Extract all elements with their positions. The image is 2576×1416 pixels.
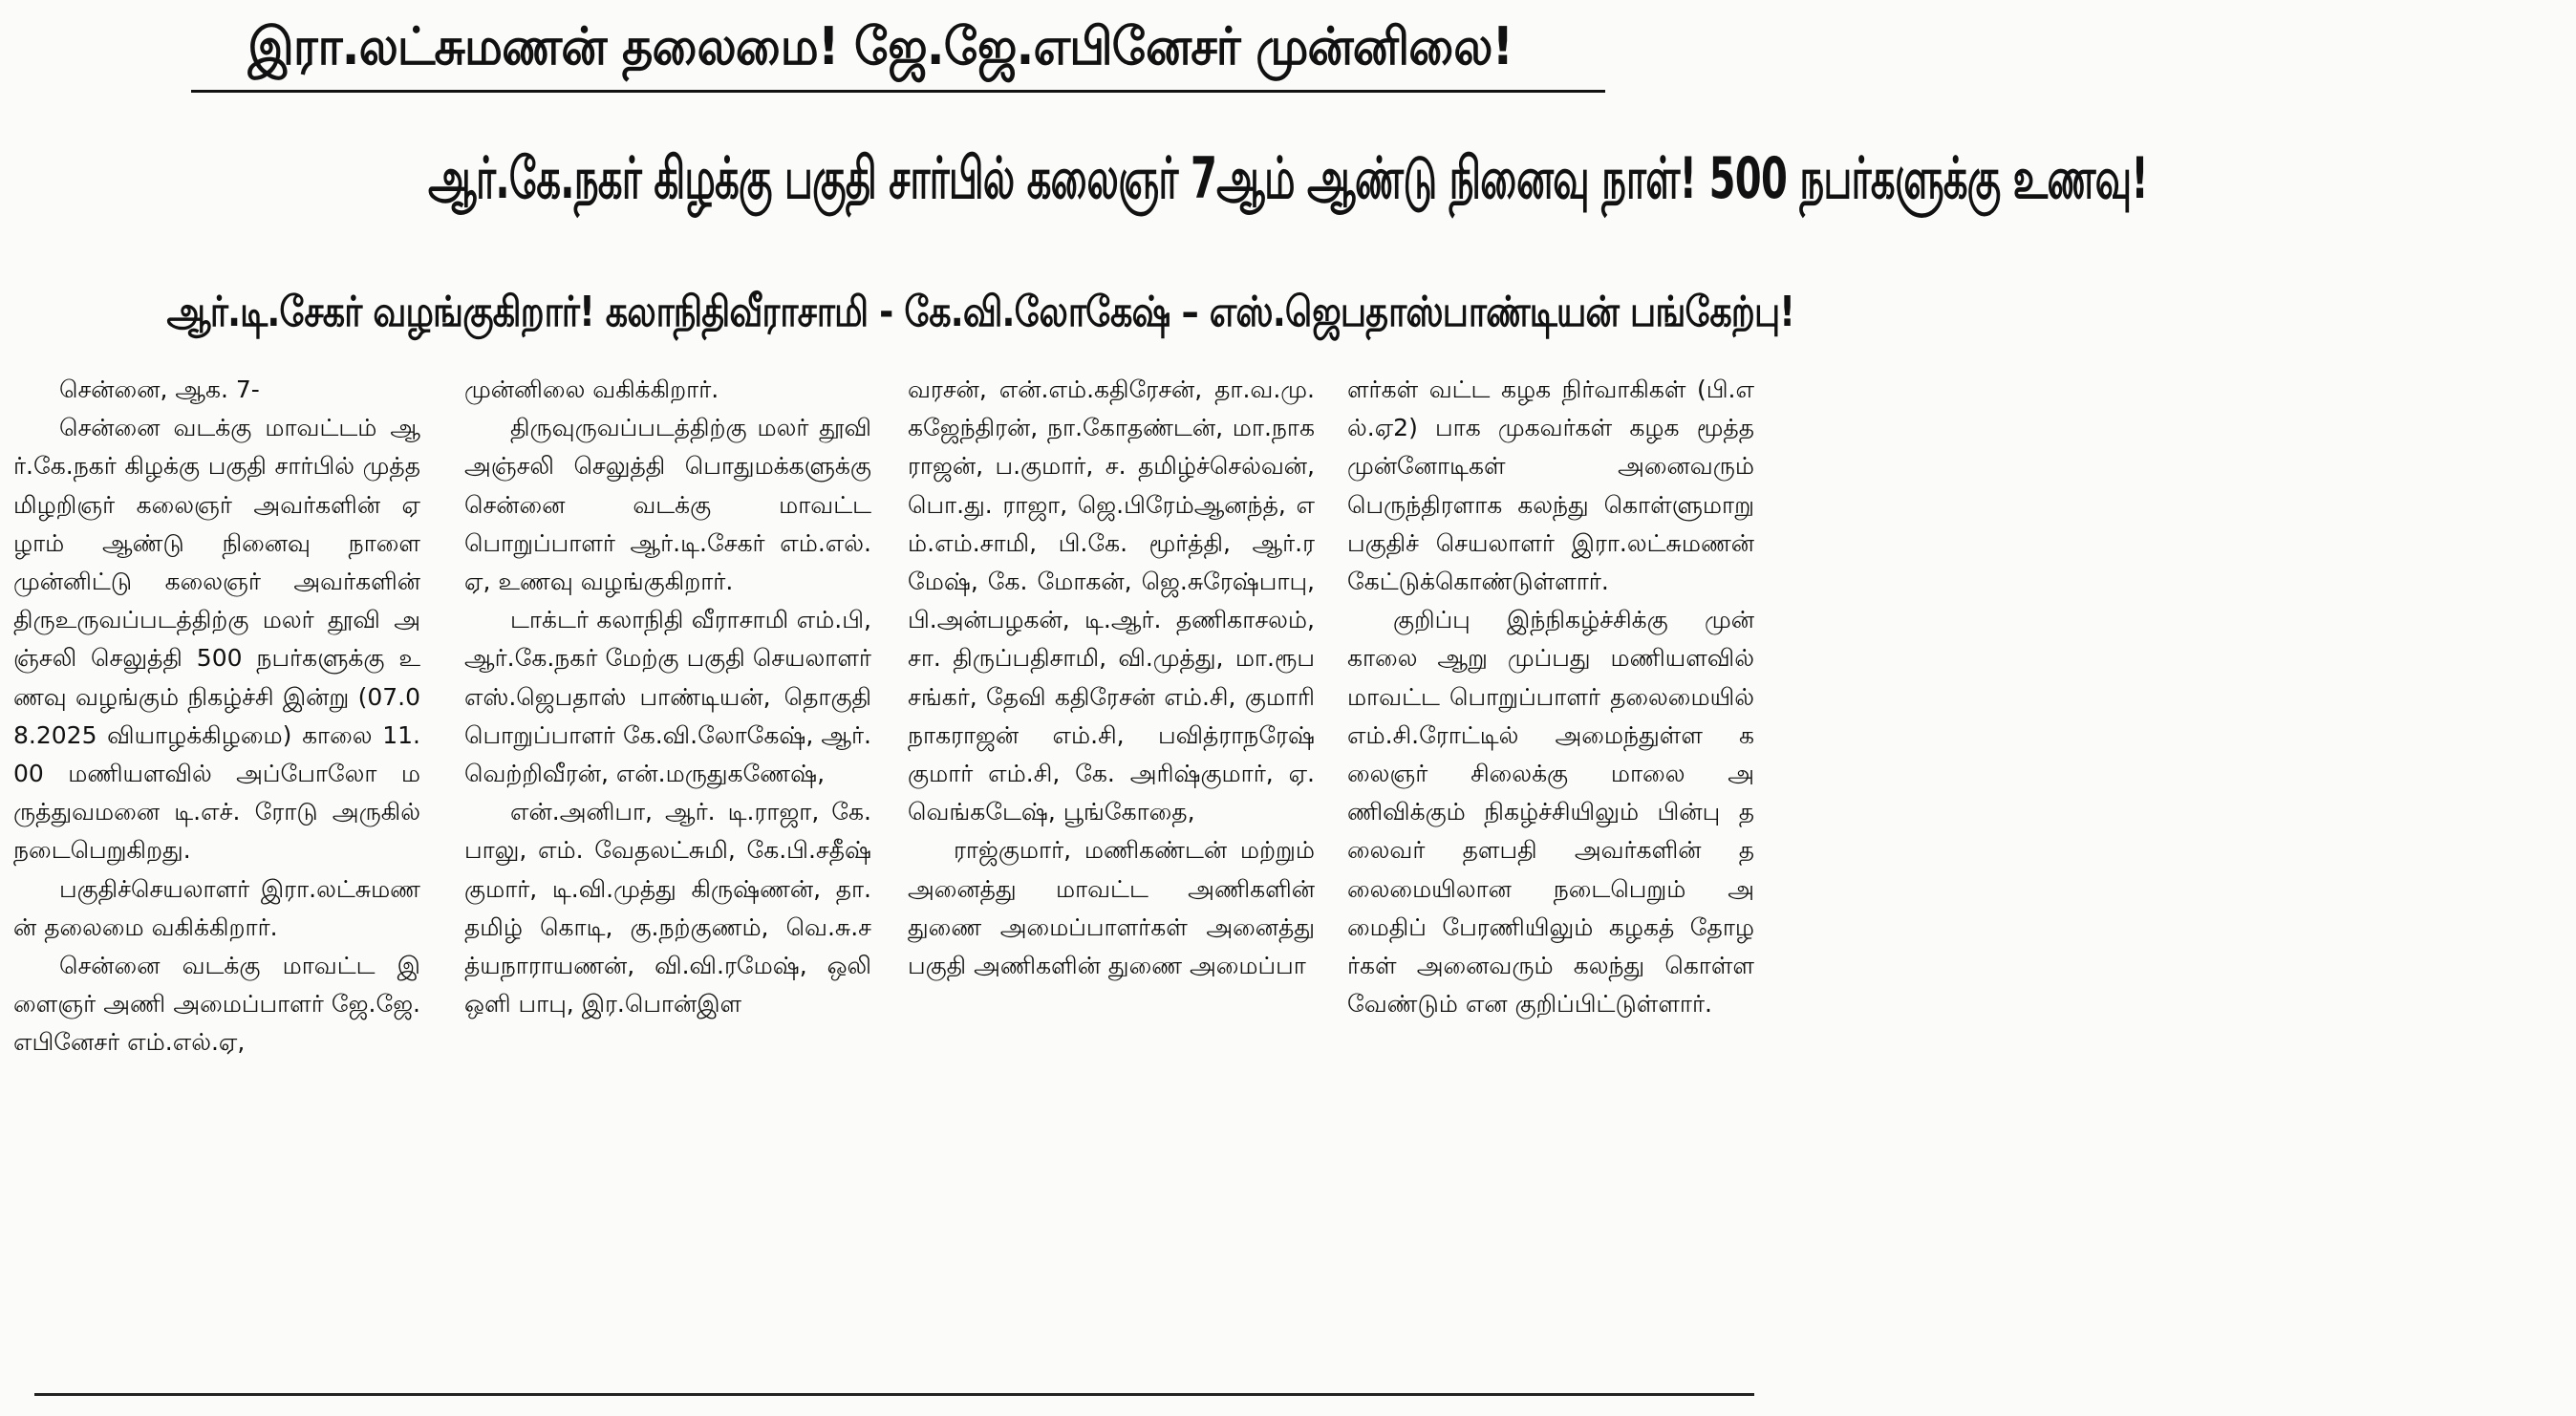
- article-paragraph: பகுதிச்செயலாளர் இரா.லட்சுமணன் தலைமை வகிக்கிறார்.: [13, 874, 420, 941]
- headline-primary: [0, 6, 1760, 88]
- article-column-3: [908, 371, 1315, 1336]
- headline-main-text: ஆர்.கே.நகர் கிழக்கு பகுதி சார்பில் கலைஞர் 7ஆம் ஆண்டு நினைவு நாள்! 500 நபர்களுக்கு உணவு!: [428, 145, 2149, 212]
- headline-secondary: [0, 269, 1795, 355]
- article-paragraph: டாக்டர் கலாநிதி வீராசாமி எம்.பி, ஆர்.கே.நகர் மேற்கு பகுதி செயலாளர் எஸ்.ஜெபதாஸ் பாண்டியன், தொகுதி பொறுப்பாளர் கே.வி.லோகேஷ், ஆர். வெற்றிவீரன், என்.மருதுகணேஷ்,: [464, 606, 871, 788]
- article-paragraph: ராஜ்குமார், மணிகண்டன் மற்றும் அனைத்து மாவட்ட அணிகளின் துணை அமைப்பாளர்கள் அனைத்து பகுதி அணிகளின் துணை அமைப்பா: [908, 836, 1315, 980]
- article-paragraph: சென்னை வடக்கு மாவட்டம் ஆர்.கே.நகர் கிழக்கு பகுதி சார்பில் முத்தமிழறிஞர் கலைஞர் அவர்களின் ஏழாம் ஆண்டு நினைவு நாளை முன்னிட்டு கலைஞர் அவர்களின் திருஉருவப்படத்திற்கு மலர் தூவி அஞ்சலி செலுத்தி 500 நபர்களுக்கு உணவு வழங்கும் நிகழ்ச்சி இன்று (07.08.2025 வியாழக்கிழமை) காலை 11.00 மணியளவில் அப்போலோ மருத்துவமனை டி.எச். ரோடு அருகில் நடைபெறுகிறது.: [13, 414, 420, 865]
- article-column-2: [464, 371, 871, 1336]
- article-column-4: [1347, 371, 1754, 1336]
- headline-main: [0, 117, 2149, 241]
- article-paragraph: சென்னை வடக்கு மாவட்ட இளைஞர் அணி அமைப்பாளர் ஜே.ஜே. எபினேசர் எம்.எல்.ஏ,: [13, 952, 420, 1057]
- article-paragraph: ளர்கள் வட்ட கழக நிர்வாகிகள் (பி.எல்.ஏ2) பாக முகவர்கள் கழக மூத்த முன்னோடிகள் அனைவரும் பெருந்திரளாக கலந்து கொள்ளுமாறு பகுதிச் செயலாளர் இரா.லட்சுமணன் கேட்டுக்கொண்டுள்ளார்.: [1347, 375, 1754, 596]
- article-paragraph: திருவுருவப்படத்திற்கு மலர் தூவி அஞ்சலி செலுத்தி பொதுமக்களுக்கு சென்னை வடக்கு மாவட்ட பொறுப்பாளர் ஆர்.டி.சேகர் எம்.எல்.ஏ, உணவு வழங்குகிறார்.: [464, 414, 871, 596]
- article-paragraph: முன்னிலை வகிக்கிறார்.: [464, 375, 719, 403]
- article-paragraph: என்.அனிபா, ஆர். டி.ராஜா, கே.பாலு, எம். வேதலட்சுமி, கே.பி.சதீஷ் குமார், டி.வி.முத்து கிருஷ்ணன், தா. தமிழ் கொடி, கு.நற்குணம், வெ.சு.சத்யநாராயணன், வி.வி.ரமேஷ், ஒலி ஒளி பாபு, இர.பொன்இள: [464, 798, 871, 1019]
- article-column-1: [13, 371, 420, 1336]
- headline-secondary-text: ஆர்.டி.சேகர் வழங்குகிறார்! கலாநிதிவீராசாமி - கே.வி.லோகேஷ் – எஸ்.ஜெபதாஸ்பாண்டியன் பங்கேற்பு!: [166, 288, 1795, 336]
- article-paragraph: குறிப்பு இந்நிகழ்ச்சிக்கு முன் காலை ஆறு முப்பது மணியளவில் மாவட்ட பொறுப்பாளர் தலைமையில் எம்.சி.ரோட்டில் அமைந்துள்ள கலைஞர் சிலைக்கு மாலை அணிவிக்கும் நிகழ்ச்சியிலும் பின்பு தலைவர் தளபதி அவர்களின் தலைமையிலான நடைபெறும் அமைதிப் பேரணியிலும் கழகத் தோழர்கள் அனைவரும் கலந்து கொள்ள வேண்டும் என குறிப்பிட்டுள்ளார்.: [1347, 606, 1754, 1019]
- article-paragraph: வரசன், என்.எம்.கதிரேசன், தா.வ.மு.கஜேந்திரன், நா.கோதண்டன், மா.நாகராஜன், ப.குமார், ச. தமிழ்ச்செல்வன், பொ.து. ராஜா, ஜெ.பிரேம்ஆனந்த், எம்.எம்.சாமி, பி.கே. மூர்த்தி, ஆர்.ரமேஷ், கே. மோகன், ஜெ.சுரேஷ்பாபு, பி.அன்பழகன், டி.ஆர். தணிகாசலம், சா. திருப்பதிசாமி, வி.முத்து, மா.ரூபசங்கர், தேவி கதிரேசன் எம்.சி, குமாரி நாகராஜன் எம்.சி, பவித்ராநரேஷ் குமார் எம்.சி, கே. அரிஷ்குமார், ஏ.வெங்கடேஷ், பூங்கோதை,: [908, 375, 1315, 826]
- bottom-divider: [34, 1393, 1754, 1396]
- headline-primary-text: இரா.லட்சுமணன் தலைமை! ஜே.ஜே.எபினேசர் முன்னிலை!: [247, 16, 1513, 76]
- headline-underline: [191, 90, 1605, 93]
- article-dateline: சென்னை, ஆக. 7-: [59, 375, 260, 403]
